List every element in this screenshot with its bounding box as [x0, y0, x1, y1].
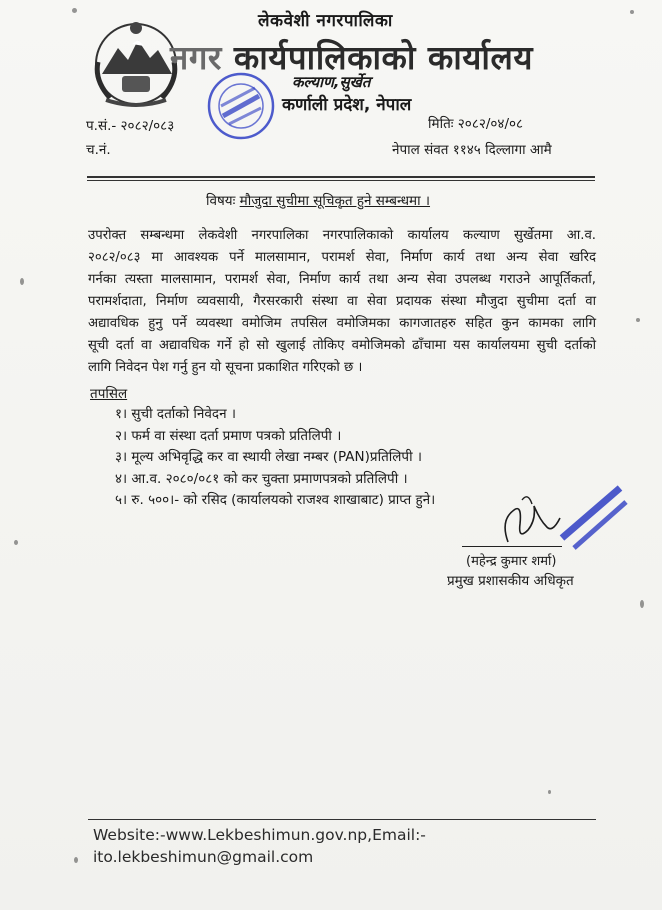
body-line: २०८२/०८३ मा आवश्यक पर्ने मालसामान, परामर्श सेवा, निर्माण कार्य तथा अन्य सेवा खरिद — [88, 250, 596, 265]
reference-number: प.सं.- २०८२/०८३ — [86, 118, 175, 134]
required-documents-list — [115, 404, 435, 512]
body-line: परामर्शदाता, निर्माण व्यवसायी, गैरसरकारी संस्था वा सेवा प्रदायक संस्था मौजुदा सुचीमा दर्ता वा — [88, 294, 596, 309]
subject-label: विषयः — [206, 193, 236, 209]
list-item: ३। मूल्य अभिवृद्धि कर वा स्थायी लेखा नम्बर (PAN)प्रतिलिपी । — [115, 449, 422, 465]
body-line: उपरोक्त सम्बन्धमा लेकवेशी नगरपालिका नगरपालिकाको कार्यालय कल्याण सुर्खेतमा आ.व. — [88, 228, 596, 243]
list-item: ५। रु. ५००।- को रसिद (कार्यालयको राजश्व शाखाबाट) प्राप्त हुने। — [115, 492, 436, 508]
office-seal-icon — [205, 70, 277, 142]
body-line: सूची दर्ता वा अद्यावधिक गर्ने हो सो खुलाई तोकिए वमोजिमको ढाँचामा यस कार्यालयमा सुची दर्ताको — [88, 338, 596, 353]
office-place: कल्याण,सुर्खेत — [292, 73, 371, 91]
signature-stamp-icon — [470, 480, 630, 560]
scan-mark — [640, 600, 644, 608]
letter-date: मितिः २०८२/०४/०८ — [428, 116, 524, 132]
office-title-part2: कार्यपालिकाको कार्यालय — [233, 38, 533, 77]
office-province: कर्णाली प्रदेश, नेपाल — [282, 95, 412, 115]
dispatch-number: च.नं. — [86, 142, 111, 158]
footer-divider — [88, 819, 596, 820]
scan-mark — [548, 790, 551, 794]
notice-body — [88, 225, 596, 379]
header-divider-thin — [87, 180, 595, 181]
municipality-name: लेकवेशी नगरपालिका — [258, 11, 393, 31]
subject-text: मौजुदा सुचीमा सूचिकृत हुने सम्बन्धमा । — [239, 193, 431, 209]
body-line: गर्नका त्यस्ता मालसामान, परामर्श सेवा, निर्माण कार्य तथा अन्य सेवा उपलब्ध गराउने आपूर्तिकर्ता, — [88, 272, 596, 287]
footer-website: Website:-www.Lekbeshimun.gov.np,Email:- — [93, 826, 426, 844]
scan-mark — [72, 8, 77, 13]
scan-mark — [20, 278, 24, 285]
scan-mark — [630, 10, 634, 14]
subject-line — [206, 191, 430, 209]
list-item: ४। आ.व. २०८०/०८१ को कर चुक्ता प्रमाणपत्रको प्रतिलिपी । — [115, 470, 408, 487]
scan-mark — [14, 540, 18, 545]
scan-mark — [74, 857, 78, 863]
header-divider — [87, 176, 595, 178]
list-item: २। फर्म वा संस्था दर्ता प्रमाण पत्रको प्रतिलिपी । — [115, 427, 342, 444]
nepal-samvat-date: नेपाल संवत ११४५ दिल्लागा आमै — [392, 142, 552, 158]
signer-title: प्रमुख प्रशासकीय अधिकृत — [447, 573, 574, 589]
body-line: लागि निवेदन पेश गर्नु हुन यो सूचना प्रकाशित गरिएको छ । — [88, 360, 363, 375]
nepal-emblem-icon — [92, 18, 180, 108]
list-item: १। सुची दर्ताको निवेदन । — [115, 406, 236, 422]
signature-line — [462, 546, 562, 547]
office-title-part1: नगर — [170, 38, 234, 77]
signer-name: (महेन्द्र कुमार शर्मा) — [466, 554, 557, 569]
body-line: अद्यावधिक हुनु पर्ने व्यवस्था वमोजिम तपसिल वमोजिमका कागजातहरु सहित कुन कामका लागि — [88, 316, 596, 331]
tapasil-heading: तपसिल — [90, 386, 128, 402]
footer-email: ito.lekbeshimun@gmail.com — [93, 848, 314, 866]
scan-mark — [636, 318, 640, 322]
